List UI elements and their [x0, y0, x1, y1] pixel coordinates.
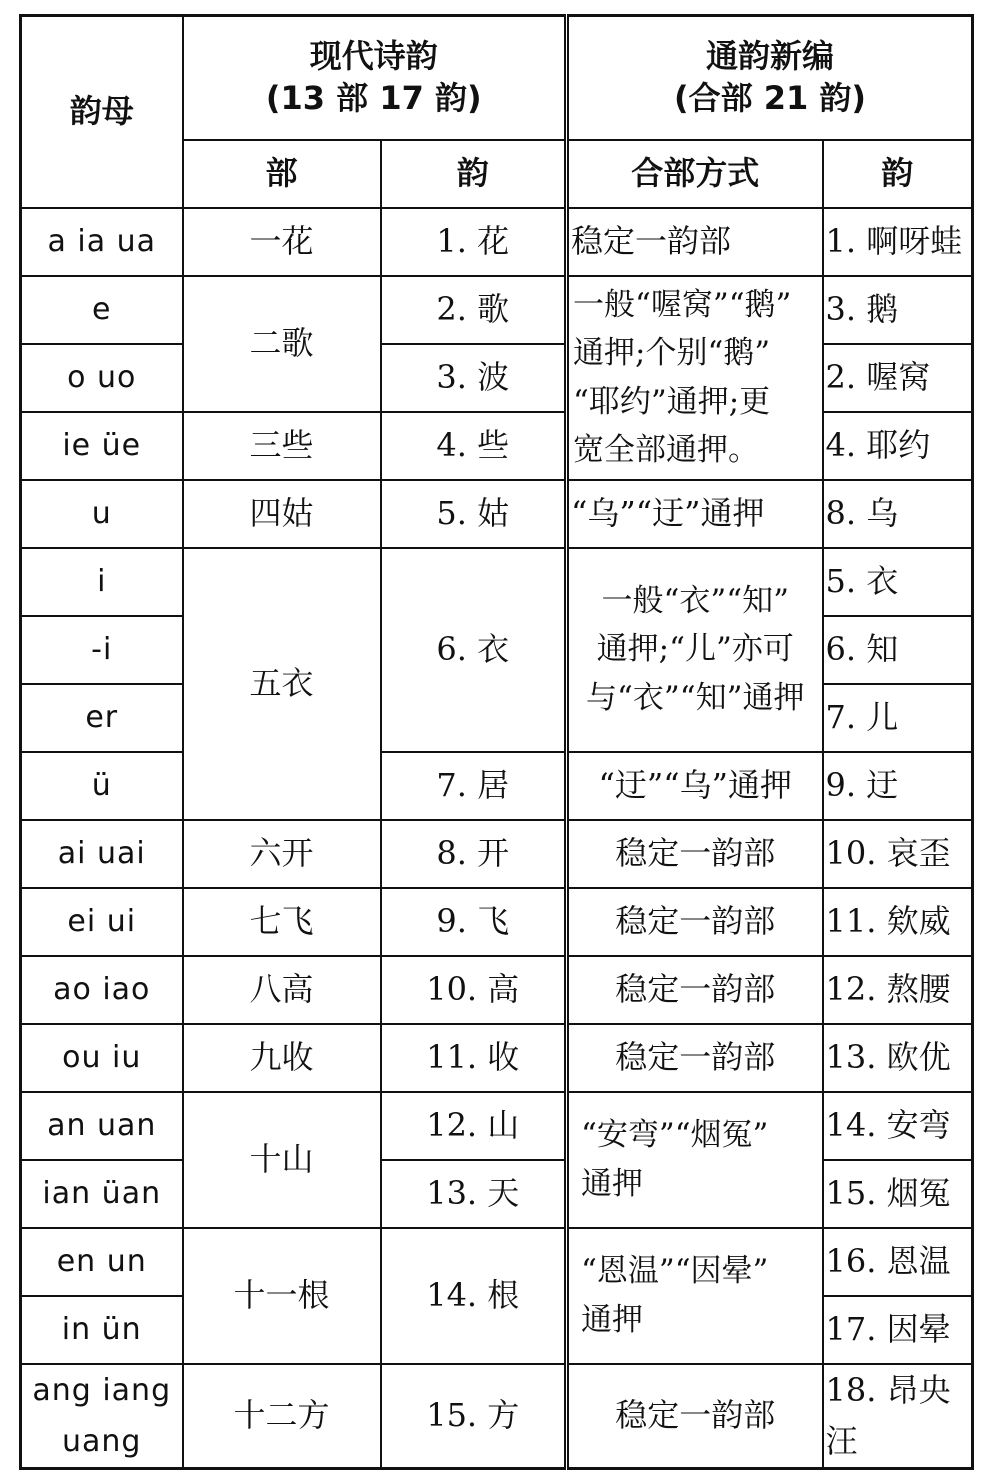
final-cell: ou iu: [21, 1024, 183, 1092]
final-cell: a ia ua: [21, 208, 183, 276]
modern-yun-cell: 4. 些: [381, 412, 567, 480]
method-line: 通押: [581, 1301, 643, 1338]
method-line: 与“衣”“知”通押: [586, 679, 805, 716]
new-yun-cell: 3. 鹅: [823, 276, 973, 344]
new-yun-cell: 17. 因晕: [823, 1296, 973, 1364]
method-cell: 稳定一韵部: [567, 956, 823, 1024]
bu-cell: 四姑: [183, 480, 381, 548]
modern-yun-cell: 13. 天: [381, 1160, 567, 1228]
header-new-group: [567, 16, 973, 140]
method-line: 通押;“儿”亦可: [596, 631, 794, 668]
rhyme-comparison-table: [19, 14, 974, 1470]
new-yun-cell: 14. 安弯: [823, 1092, 973, 1160]
new-yun-cell: 8. 乌: [823, 480, 973, 548]
final-line: ang iang: [32, 1372, 172, 1408]
final-cell: [21, 1364, 183, 1469]
final-cell: ian üan: [21, 1160, 183, 1228]
method-line: “安弯”“烟冤”: [581, 1117, 769, 1154]
new-yun-cell: 12. 熬腰: [823, 956, 973, 1024]
final-cell: ao iao: [21, 956, 183, 1024]
final-cell: ü: [21, 752, 183, 820]
header-modern-title: 现代诗韵: [309, 37, 438, 76]
new-yun-cell: 9. 迂: [823, 752, 973, 820]
final-line: uang: [62, 1423, 142, 1459]
modern-yun-cell: 3. 波: [381, 344, 567, 412]
final-cell: ei ui: [21, 888, 183, 956]
method-cell: [567, 276, 823, 480]
final-cell: -i: [21, 616, 183, 684]
header-yun-modern: 韵: [381, 140, 567, 208]
header-new-title: 通韵新编: [706, 37, 835, 76]
modern-yun-cell: 10. 高: [381, 956, 567, 1024]
final-cell: en un: [21, 1228, 183, 1296]
method-line: 一般“衣”“知”: [601, 583, 789, 620]
bu-cell: 七飞: [183, 888, 381, 956]
bu-cell: 八高: [183, 956, 381, 1024]
new-yun-line: 18. 昂央: [825, 1370, 951, 1409]
bu-cell: 二歌: [183, 276, 381, 412]
final-cell: u: [21, 480, 183, 548]
table-row: [21, 1228, 973, 1296]
method-line: “恩温”“因晕”: [581, 1253, 769, 1290]
modern-yun-cell: 9. 飞: [381, 888, 567, 956]
modern-yun-cell: 11. 收: [381, 1024, 567, 1092]
table-row: [21, 1160, 973, 1228]
new-yun-cell: 2. 喔窝: [823, 344, 973, 412]
bu-cell: 十一根: [183, 1228, 381, 1364]
header-new-subtitle: (合部 21 韵): [673, 78, 867, 117]
final-cell: an uan: [21, 1092, 183, 1160]
new-yun-cell: 4. 耶约: [823, 412, 973, 480]
modern-yun-cell: 5. 姑: [381, 480, 567, 548]
modern-yun-cell: 1. 花: [381, 208, 567, 276]
table-row: [21, 1092, 973, 1160]
final-cell: e: [21, 276, 183, 344]
modern-yun-cell: 7. 居: [381, 752, 567, 820]
method-cell: 稳定一韵部: [567, 820, 823, 888]
table-row: [21, 820, 973, 888]
table-row: [21, 208, 973, 276]
bu-cell: 一花: [183, 208, 381, 276]
modern-yun-cell: 12. 山: [381, 1092, 567, 1160]
header-modern-group: [183, 16, 567, 140]
table-row: [21, 752, 973, 820]
header-row-1: [21, 16, 973, 140]
modern-yun-cell: 8. 开: [381, 820, 567, 888]
final-cell: ai uai: [21, 820, 183, 888]
modern-yun-cell: 15. 方: [381, 1364, 567, 1469]
table-row: [21, 1024, 973, 1092]
new-yun-cell: 11. 欸威: [823, 888, 973, 956]
new-yun-cell: 16. 恩温: [823, 1228, 973, 1296]
modern-yun-cell: 2. 歌: [381, 276, 567, 344]
method-cell: 稳定一韵部: [567, 1024, 823, 1092]
new-yun-cell: 13. 欧优: [823, 1024, 973, 1092]
method-line: 通押: [581, 1165, 643, 1202]
method-line: “耶约”通押;更: [573, 383, 771, 420]
bu-cell: 十二方: [183, 1364, 381, 1469]
table-row: [21, 1364, 973, 1469]
method-cell: 稳定一韵部: [567, 1364, 823, 1469]
table-row: [21, 344, 973, 412]
method-cell: [567, 1092, 823, 1228]
new-yun-line: 汪: [825, 1421, 858, 1460]
final-cell: er: [21, 684, 183, 752]
final-cell: ie üe: [21, 412, 183, 480]
method-cell: 稳定一韵部: [567, 888, 823, 956]
method-line: 宽全部通押。: [573, 431, 759, 468]
method-cell: “乌”“迂”通押: [567, 480, 823, 548]
method-cell: [567, 548, 823, 752]
method-cell: [567, 1228, 823, 1364]
header-method: 合部方式: [567, 140, 823, 208]
table-row: [21, 480, 973, 548]
new-yun-cell: 5. 衣: [823, 548, 973, 616]
final-cell: o uo: [21, 344, 183, 412]
new-yun-cell: 10. 哀歪: [823, 820, 973, 888]
modern-yun-cell: 14. 根: [381, 1228, 567, 1364]
method-line: 一般“喔窝”“鹅”: [573, 287, 792, 324]
header-yun-new: 韵: [823, 140, 973, 208]
header-bu: 部: [183, 140, 381, 208]
final-cell: in ün: [21, 1296, 183, 1364]
new-yun-cell: [823, 1364, 973, 1469]
method-cell: “迂”“乌”通押: [567, 752, 823, 820]
method-cell: 稳定一韵部: [567, 208, 823, 276]
modern-yun-cell: 6. 衣: [381, 548, 567, 752]
method-line: 通押;个别“鹅”: [573, 335, 771, 372]
table-row: [21, 276, 973, 344]
table-row: [21, 888, 973, 956]
new-yun-cell: 15. 烟冤: [823, 1160, 973, 1228]
bu-cell: 六开: [183, 820, 381, 888]
table-row: [21, 956, 973, 1024]
bu-cell: 五衣: [183, 548, 381, 820]
new-yun-cell: 6. 知: [823, 616, 973, 684]
new-yun-cell: 7. 儿: [823, 684, 973, 752]
header-final: 韵母: [21, 16, 183, 208]
final-cell: i: [21, 548, 183, 616]
bu-cell: 九收: [183, 1024, 381, 1092]
table-row: [21, 548, 973, 616]
bu-cell: 三些: [183, 412, 381, 480]
bu-cell: 十山: [183, 1092, 381, 1228]
table-row: [21, 412, 973, 480]
header-modern-subtitle: (13 部 17 韵): [265, 78, 482, 117]
new-yun-cell: 1. 啊呀蛙: [823, 208, 973, 276]
